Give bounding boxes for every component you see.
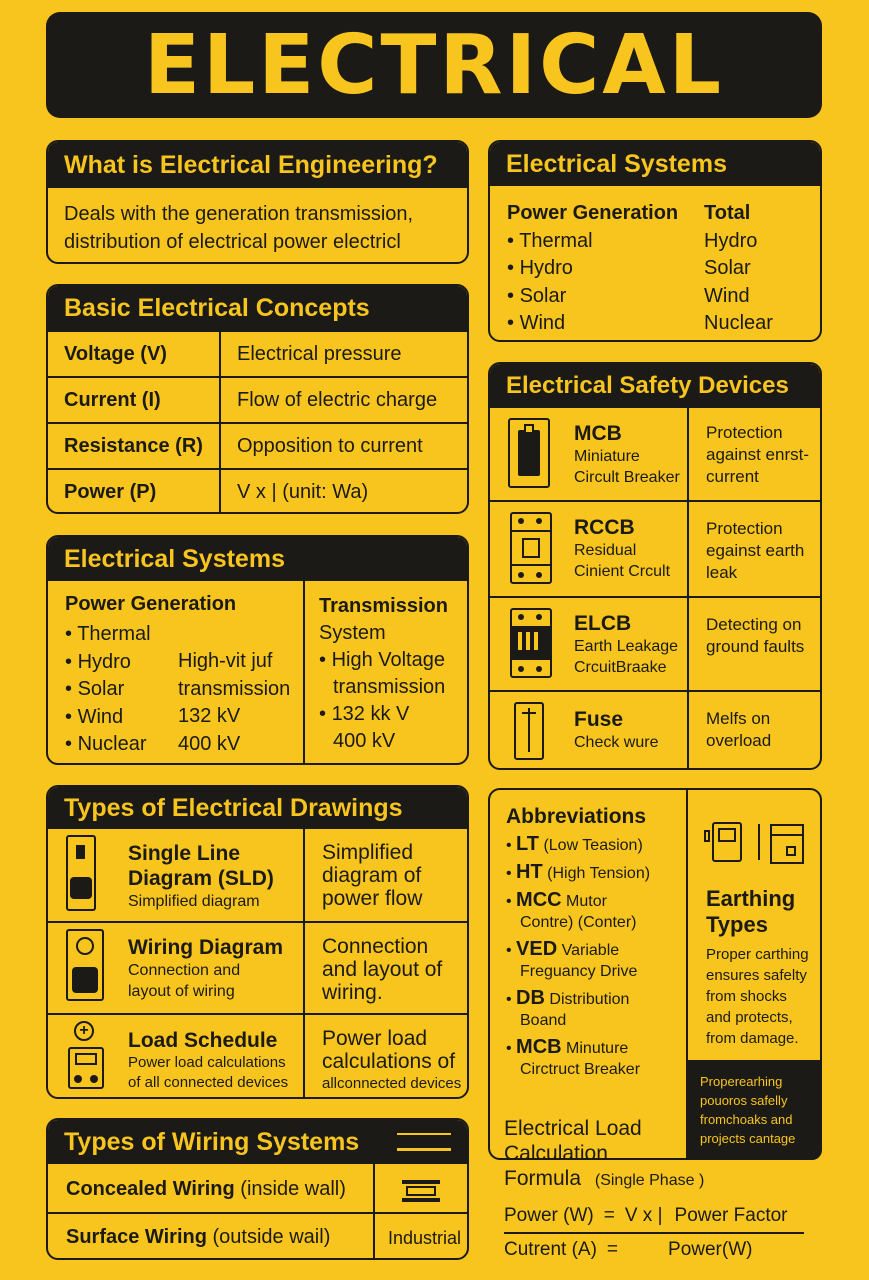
- earthing-icon: [704, 820, 804, 868]
- abbrev-code: MCB: [516, 1036, 562, 1058]
- formula-section: [504, 1116, 824, 1266]
- drawing-desc: allconnected devices: [322, 1075, 462, 1092]
- concepts-table: [48, 330, 467, 514]
- drawing-title: Diagram (SLD): [128, 867, 274, 890]
- formula-eq1: [504, 1204, 814, 1228]
- list-item: • Solar: [507, 283, 678, 311]
- what-is-heading: What is Electrical Engineering?: [48, 142, 467, 188]
- earthing-dark-line: pouoros safelly: [700, 1093, 788, 1108]
- trans-bullet: • 132 kk V: [319, 703, 410, 725]
- abbrev-text: (Low Teasion): [543, 837, 643, 854]
- conduit-icon: [397, 1133, 451, 1151]
- concept-desc: Electrical pressure: [220, 331, 467, 377]
- wiring-row1-title: Concealed Wiring: [66, 1178, 235, 1200]
- list-item: • MCC Mutor: [506, 889, 607, 911]
- table-row: [48, 423, 467, 469]
- systems-left-heading: Electrical Systems: [48, 537, 467, 581]
- table-row: [48, 377, 467, 423]
- abbrev-heading: Abbreviations: [506, 805, 647, 828]
- concepts-card: [46, 284, 469, 514]
- drawing-desc: diagram of: [322, 864, 422, 887]
- concept-term: Resistance (R): [48, 423, 220, 469]
- abbrev-text: (High Tension): [547, 865, 651, 882]
- formula-line3: Formula: [504, 1167, 582, 1190]
- abbrev-code: HT: [516, 861, 543, 883]
- drawing-desc: power flow: [322, 887, 423, 910]
- concepts-heading: Basic Electrical Concepts: [48, 286, 467, 330]
- title-banner: [46, 12, 822, 118]
- device-name: ELCB: [574, 612, 632, 635]
- drawing-title: Single Line: [128, 842, 241, 865]
- abbrev-code: MCC: [516, 889, 562, 911]
- drawing-sub: of all connected devices: [128, 1074, 289, 1091]
- list-item: • Wind: [507, 310, 678, 338]
- earthing-title: Types: [706, 912, 768, 937]
- abbrev-text: Variable: [561, 942, 620, 959]
- drawing-desc: Power load: [322, 1027, 428, 1050]
- systems-right-heading: Electrical Systems: [490, 142, 820, 186]
- mid-line: 400 kV: [178, 732, 241, 755]
- drawing-desc: Simplified: [322, 841, 414, 864]
- drawing-desc: and layout of: [322, 958, 443, 981]
- wiring-row1: [66, 1178, 346, 1201]
- device-desc: Detecting on: [706, 615, 802, 634]
- trans-subtitle: System: [319, 622, 386, 644]
- wiring-row2-title: Surface Wiring: [66, 1226, 207, 1248]
- eq1-left: Power (W): [504, 1205, 594, 1226]
- list-item: • LT (Low Teasion): [506, 833, 643, 855]
- drawing-title: Wiring Diagram: [128, 936, 283, 959]
- device-desc: egainst earth: [706, 541, 805, 560]
- systems-left-card: [46, 535, 469, 765]
- abbrev-code: VED: [516, 938, 558, 960]
- device-sub: Earth Leakage: [574, 638, 679, 655]
- abbrev-text: Minuture: [566, 1040, 629, 1057]
- device-sub: Cinient Crcult: [574, 563, 671, 580]
- mcb-icon: [508, 418, 550, 488]
- device-sub: Circult Breaker: [574, 469, 680, 486]
- trans-b2: 132 kk V: [331, 703, 410, 725]
- sld-icon: [66, 835, 96, 911]
- device-desc: Protection: [706, 519, 783, 538]
- formula-eq2: [504, 1238, 814, 1262]
- mid-line: transmission: [178, 677, 291, 700]
- wiring-row2-note: (outside wail): [206, 1226, 331, 1248]
- drawing-sub: Power load calculations: [128, 1054, 286, 1071]
- safety-heading: Electrical Safety Devices: [490, 364, 820, 408]
- earthing-dark-line: fromchoaks and: [700, 1112, 793, 1127]
- eq1-mid: V x |: [624, 1205, 663, 1226]
- systems-right-card: [488, 140, 822, 342]
- eq2-right: Power(W): [668, 1239, 753, 1260]
- concept-desc: V x | (unit: Wa): [220, 469, 467, 514]
- trans-b2b: 400 kV: [333, 730, 396, 752]
- abbrev-code: DB: [516, 987, 545, 1009]
- trans-b1: High Voltage: [331, 649, 445, 671]
- col1-title: Power Generation: [507, 202, 679, 224]
- eq1-equals: =: [603, 1205, 615, 1226]
- formula-line: Calculation: [504, 1142, 608, 1165]
- list-item: • Thermal: [507, 228, 678, 256]
- concept-term: Voltage (V): [48, 331, 220, 377]
- device-desc: against enrst-: [706, 445, 809, 464]
- abbrev-text2: Circtruct Breaker: [520, 1061, 641, 1078]
- gen-title: Power Generation: [65, 593, 237, 615]
- list-item: Hydro: [704, 229, 758, 252]
- drawing-desc: calculations of: [322, 1050, 456, 1073]
- load-schedule-icon: +: [66, 1021, 106, 1091]
- table-row: [48, 331, 467, 377]
- drawings-heading: Types of Electrical Drawings: [48, 787, 467, 829]
- drawing-sub: Simplified diagram: [128, 893, 260, 910]
- abbrev-earthing-card: [488, 788, 822, 1160]
- drawing-desc: Connection: [322, 935, 429, 958]
- concept-desc: Flow of electric charge: [220, 377, 467, 423]
- device-sub: Miniature: [574, 448, 640, 465]
- rccb-icon: [510, 512, 552, 584]
- list-item: • MCB Minuture: [506, 1036, 629, 1058]
- earthing-line: ensures safelty: [706, 967, 807, 984]
- wiring-row2: [66, 1226, 330, 1249]
- what-is-line1: Deals with the generation transmission,: [64, 203, 414, 225]
- concept-term: Power (P): [48, 469, 220, 514]
- wiring-row2-right: Industrial: [388, 1228, 462, 1248]
- device-name: Fuse: [574, 708, 624, 731]
- concept-desc: Opposition to current: [220, 423, 467, 469]
- gen-sources-list: [65, 621, 151, 759]
- earthing-title: Earthing: [706, 886, 796, 911]
- list-item: • Thermal: [65, 621, 151, 649]
- abbrev-text: Mutor: [566, 893, 607, 910]
- col2-title: Total: [704, 202, 751, 224]
- formula-line: [504, 1166, 824, 1193]
- device-desc: Protection: [706, 423, 783, 442]
- concept-term: Current (I): [48, 377, 220, 423]
- device-sub: Residual: [574, 542, 637, 559]
- device-desc: ground faults: [706, 637, 805, 656]
- earthing-line: Proper carthing: [706, 946, 809, 963]
- list-item: • Hydro: [65, 649, 151, 677]
- earthing-line: and protects,: [706, 1009, 793, 1026]
- safety-card: [488, 362, 822, 770]
- list-item: • Nuclear: [65, 731, 151, 759]
- device-sub: CrcuitBraake: [574, 659, 667, 676]
- list-item: • Wind: [65, 704, 151, 732]
- abbrev-text2: Freguancy Drive: [520, 963, 638, 980]
- list-item: • DB Distribution: [506, 987, 630, 1009]
- list-item: Wind: [704, 284, 750, 307]
- fuse-icon: [514, 702, 544, 760]
- earthing-dark-line: Properearhing: [700, 1074, 783, 1089]
- wiring-heading: Types of Wiring Systems: [64, 1127, 360, 1156]
- list-item: • Hydro: [507, 255, 678, 283]
- what-is-line2: distribution of electrical power electricl: [64, 231, 401, 253]
- device-name: RCCB: [574, 516, 635, 539]
- drawing-sub: Connection and: [128, 962, 241, 979]
- list-item: • HT (High Tension): [506, 861, 651, 883]
- page-title: ELECTRICAL: [144, 17, 724, 113]
- earthing-dark-line: projects cantage: [700, 1131, 796, 1146]
- wiring-card: [46, 1118, 469, 1260]
- col1-list: [507, 228, 678, 338]
- drawing-title: Load Schedule: [128, 1029, 278, 1052]
- formula-line: Electrical Load: [504, 1117, 642, 1140]
- drawing-sub: layout of wiring: [128, 983, 235, 1000]
- wiring-heading-bar: [48, 1120, 467, 1164]
- device-desc: overload: [706, 731, 772, 750]
- trans-title: Transmission: [319, 595, 448, 617]
- trans-bullet: • High Voltage: [319, 649, 445, 671]
- eq1-right: Power Factor: [674, 1205, 788, 1226]
- trans-b1b: transmission: [333, 676, 446, 698]
- abbrev-code: LT: [516, 833, 539, 855]
- mid-line: High-vit juf: [178, 650, 273, 672]
- elcb-icon: [510, 608, 552, 678]
- table-row: [48, 469, 467, 514]
- formula-note: (Single Phase ): [594, 1172, 705, 1189]
- list-item: Nuclear: [704, 312, 773, 334]
- device-desc: leak: [706, 563, 738, 582]
- wiring-diagram-icon: [66, 929, 104, 1001]
- device-name: MCB: [574, 422, 622, 445]
- mid-line: 132 kV: [178, 705, 241, 727]
- eq2-left: Cutrent (A): [504, 1239, 597, 1260]
- list-item: • VED Variable: [506, 938, 620, 960]
- device-desc: current: [706, 467, 759, 486]
- eq2-equals: =: [606, 1239, 619, 1260]
- list-item: • Solar: [65, 676, 151, 704]
- surface-box-icon: [402, 1176, 440, 1202]
- drawings-card: [46, 785, 469, 1099]
- wiring-row1-note: (inside wall): [234, 1178, 346, 1200]
- device-desc: Melfs on: [706, 709, 771, 728]
- abbrev-text: Distribution: [549, 991, 630, 1008]
- list-item: Solar: [704, 257, 751, 279]
- what-is-card: [46, 140, 469, 264]
- abbrev-text2: Contre) (Conter): [520, 914, 637, 931]
- device-sub: Check wure: [574, 734, 659, 751]
- drawing-desc: wiring.: [322, 981, 383, 1004]
- earthing-line: from damage.: [706, 1030, 799, 1047]
- earthing-line: from shocks: [706, 988, 787, 1005]
- abbrev-text2: Boand: [520, 1012, 567, 1029]
